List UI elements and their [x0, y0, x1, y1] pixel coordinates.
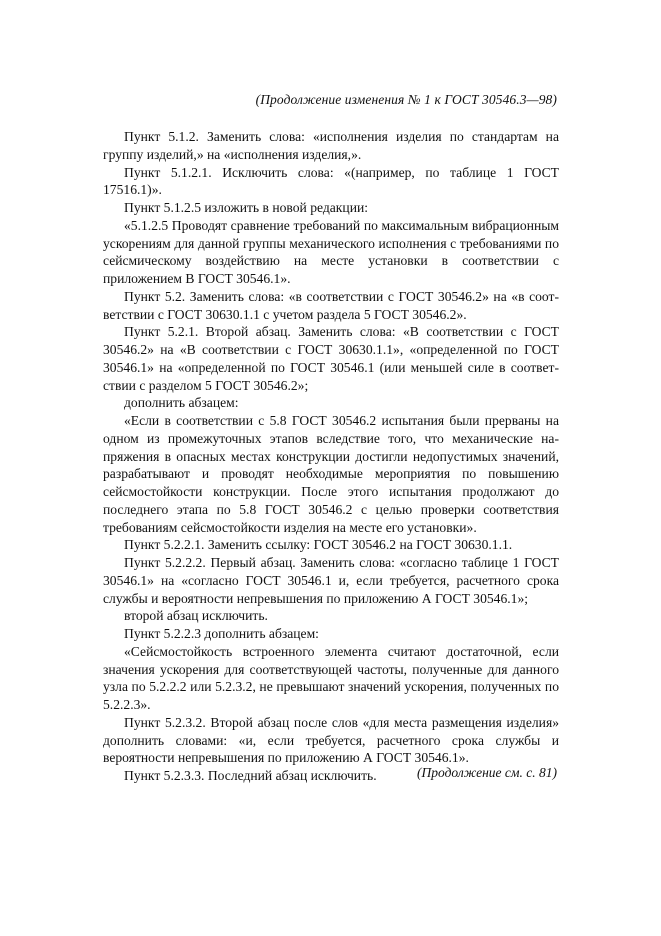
paragraph-5-1-2-5-intro: Пункт 5.1.2.5 изложить в новой редакции:: [124, 200, 369, 215]
paragraph-5-2-3-3: Пункт 5.2.3.3. Последний абзац исключить.: [124, 768, 377, 783]
paragraph-5-2-2-3-text: «Сейсмостойкость встроенного элемента считают достаточной, если значения ускорения для соответствующей частоты, полученные для данного узла по 5.2.2.2 или 5.2.3.2, не превышают значений ускорения, полученных по 5.2.2.3».: [103, 643, 559, 712]
paragraph-supplement-text: «Если в соответствии с 5.8 ГОСТ 30546.2 испытания были прерваны на одном из промежуточных этапов вследствие того, что механические напряжения в опасных местах конструкции достигли недопустимых значений, разрабатывают и проводят необходимые мероприятия по повышению сейсмостойкости конструкции. После этого испытания продолжают до последнего этапа по 5.8 ГОСТ 30546.2 с целью проверки соответствия требованиям сейсмостойкости изделия на месте его установки».: [103, 413, 559, 535]
paragraph-5-2-1: Пункт 5.2.1. Второй абзац. Заменить слова: «В соответствии с ГОСТ 30546.2» на «В соответствии с ГОСТ 30630.1.1», «определенной по ГОСТ 30546.1» на «определенной по ГОСТ 30546.1 (или меньшей силе в соответствии с разделом 5 ГОСТ 30546.2»;: [103, 324, 559, 393]
document-body: [103, 128, 559, 785]
paragraph-5-2-3-2: Пункт 5.2.3.2. Второй абзац после слов «для места размещения изделия» дополнить словами: «и, если требуется, расчетного срока службы и вероятности непревышения по приложению А ГОСТ 30546.1».: [103, 714, 559, 766]
paragraph-5-2-2-2: Пункт 5.2.2.2. Первый абзац. Заменить слова: «согласно таблице 1 ГОСТ 30546.1» на «согласно ГОСТ 30546.1 и, если требуется, расчетного срока службы и вероятности непревышения по приложению А ГОСТ 30546.1»;: [103, 555, 559, 606]
paragraph-5-2-2-1: Пункт 5.2.2.1. Заменить ссылку: ГОСТ 30546.2 на ГОСТ 30630.1.1.: [124, 537, 513, 553]
paragraph-supplement-intro: дополнить абзацем:: [124, 395, 239, 411]
continuation-footer: (Продолжение см. с. 81): [417, 765, 557, 780]
paragraph-5-1-2: Пункт 5.1.2. Заменить слова: «исполнения изделия по стандартам на группу изделий,» на «исполнения изделия,».: [103, 129, 559, 162]
paragraph-second-abzac: второй абзац исключить.: [124, 608, 268, 624]
paragraph-5-2: Пункт 5.2. Заменить слова: «в соответствии с ГОСТ 30546.2» на «в соответствии с ГОСТ 30630.1.1 с учетом раздела 5 ГОСТ 30546.2».: [103, 288, 559, 322]
continuation-header: (Продолжение изменения № 1 к ГОСТ 30546.3—98): [255, 92, 557, 107]
paragraph-5-1-2-1: Пункт 5.1.2.1. Исключить слова: «(например, по таблице 1 ГОСТ 17516.1)».: [103, 164, 559, 198]
paragraph-5-2-2-3-intro: Пункт 5.2.2.3 дополнить абзацем:: [124, 626, 319, 641]
paragraph-5-1-2-5-text: «5.1.2.5 Проводят сравнение требований по максимальным вибрационным ускорениям для данной группы механического исполнения с требованиями по сейсмическому воздействию на месте установки в соответствии с приложением В ГОСТ 30546.1».: [103, 217, 559, 286]
